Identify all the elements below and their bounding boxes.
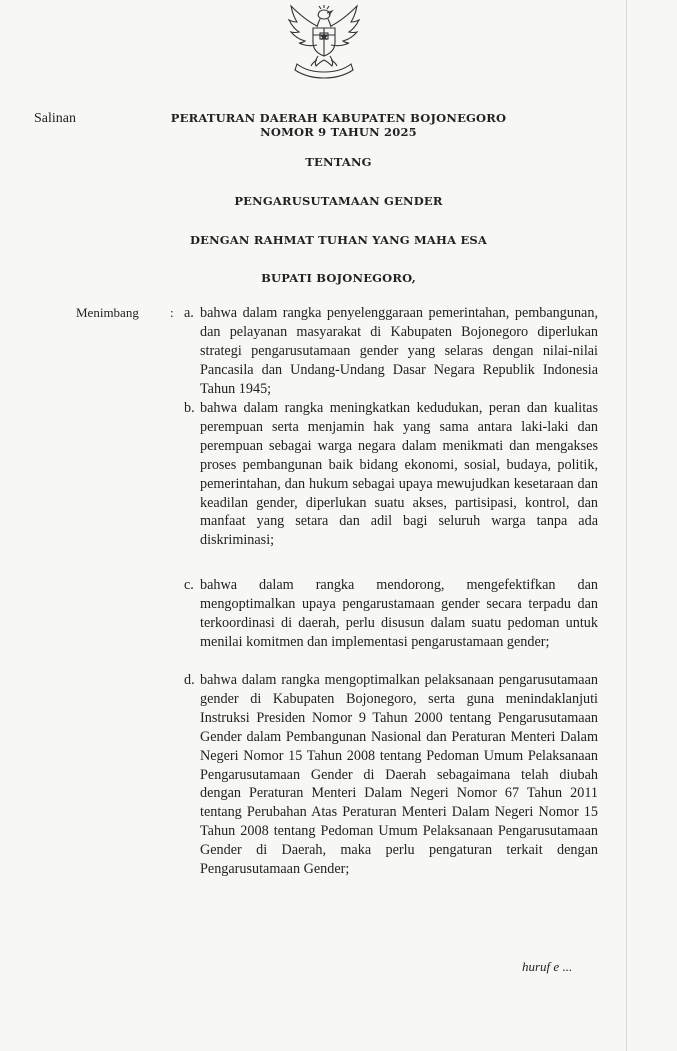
regulation-subject: PENGARUSUTAMAAN GENDER — [234, 194, 443, 208]
item-marker: c. — [184, 577, 194, 593]
regulation-title: PERATURAN DAERAH KABUPATEN BOJONEGORO — [170, 111, 507, 125]
item-marker: d. — [184, 672, 195, 688]
considering-separator: : — [170, 305, 174, 320]
considering-item-d — [184, 671, 598, 879]
item-text: bahwa dalam rangka meningkatkan kedudukan, peran dan kualitas perempuan serta menjamin hak yang sama antara laki-laki dan perempuan sebagai warga negara dalam menikmati dan mengakses proses pembangunan baik bidang ekonomi, sosial, budaya, politik, pemerintahan, dan hukum sebagai upaya mewujudkan kesetaraan dan keadilan gender, diperlukan suatu akses, partisipasi, kontrol, dan manfaat yang setara dan adil bagi seluruh warga tanpa ada diskriminasi; — [200, 400, 598, 549]
considering-item-c — [184, 576, 598, 652]
regent-title: BUPATI BOJONEGORO, — [261, 271, 416, 285]
item-text: bahwa dalam rangka mengoptimalkan pelaksanaan pengarusutamaan gender di Kabupaten Bojonegoro, serta guna menindaklanjuti Instruksi Presiden Nomor 9 Tahun 2000 tentang Pengarusutamaan Gender dalam Pembangunan Nasional dan Peraturan Menteri Dalam Negeri Nomor 15 Tahun 2008 tentang Pedoman Umum Pelaksanaan Pengarusutamaan Gender di Daerah sebagaimana telah diubah dengan Peraturan Menteri Dalam Negeri Nomor 67 Tahun 2011 tentang Perubahan Atas Peraturan Menteri Dalam Negeri Nomor 15 Tahun 2008 tentang Pedoman Umum Pelaksanaan Pengarusutamaan Gender di Daerah, maka perlu pengaturan terkait dengan Pengarusutamaan Gender; — [200, 672, 598, 878]
considering-item-a — [184, 304, 598, 399]
page-continuation: huruf e ... — [522, 959, 573, 974]
considering-label: Menimbang — [76, 305, 139, 320]
about-label: TENTANG — [305, 155, 372, 169]
regulation-number: NOMOR 9 TAHUN 2025 — [260, 125, 417, 139]
garuda-emblem-icon — [283, 4, 365, 80]
item-text: bahwa dalam rangka mendorong, mengefektifkan dan mengoptimalkan upaya pengarustamaan gender secara terpadu dan terkoordinasi di daerah, perlu disusun dalam suatu pedoman untuk menilai komitmen dan implementasi pengarustamaan gender; — [200, 577, 598, 650]
copy-label: Salinan — [34, 111, 76, 126]
item-text: bahwa dalam rangka penyelenggaraan pemerintahan, pembangunan, dan pelayanan masyarakat di Kabupaten Bojonegoro diperlukan strategi pengarusutamaan gender yang selaras dengan nilai-nilai Pancasila dan Undang-Undang Dasar Negara Republik Indonesia Tahun 1945; — [200, 305, 598, 397]
considering-item-b — [184, 399, 598, 550]
item-marker: b. — [184, 400, 195, 416]
item-marker: a. — [184, 305, 194, 321]
preamble: DENGAN RAHMAT TUHAN YANG MAHA ESA — [189, 233, 488, 247]
